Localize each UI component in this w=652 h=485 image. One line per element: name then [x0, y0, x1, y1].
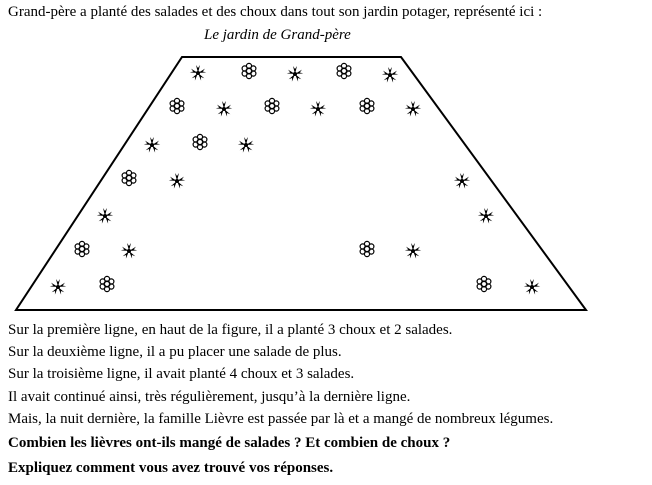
salad-icon	[238, 137, 254, 153]
cabbage-icon	[170, 98, 184, 113]
statement-line-1: Sur la première ligne, en haut de la figure, il a planté 3 choux et 2 salades.	[8, 322, 453, 338]
question-2: Expliquez comment vous avez trouvé vos réponses.	[8, 460, 334, 476]
cabbage-icon	[477, 276, 491, 291]
cabbage-icon	[360, 98, 374, 113]
garden-outline	[16, 57, 586, 310]
salad-icon	[524, 279, 540, 295]
salad-icon	[405, 101, 421, 117]
statements	[8, 319, 553, 430]
cabbage-icon	[122, 170, 136, 185]
question-1: Combien les lièvres ont-ils mangé de salades ? Et combien de choux ?	[8, 435, 451, 451]
cabbage-icon	[360, 241, 374, 256]
cabbage-icon	[242, 63, 256, 78]
salad-icon	[144, 137, 160, 153]
figure-caption: Le jardin de Grand-père	[204, 27, 351, 43]
salad-icon	[190, 65, 206, 81]
salad-icon	[454, 173, 470, 189]
statement-line-2: Sur la deuxième ligne, il a pu placer une salade de plus.	[8, 344, 342, 361]
statement-line-3: Sur la troisième ligne, il avait planté 4 choux et 3 salades.	[8, 366, 355, 383]
cabbage-icon	[75, 241, 89, 256]
salad-icon	[121, 243, 137, 259]
cabbage-icon	[337, 63, 351, 78]
intro-text: Grand-père a planté des salades et des choux dans tout son jardin potager, représenté ici :	[8, 4, 543, 20]
salad-icon	[405, 243, 421, 259]
salad-icon	[216, 101, 232, 117]
salad-icon	[310, 101, 326, 117]
cabbage-icon	[193, 134, 207, 149]
statement-line-4: Il avait continué ainsi, très régulièrement, jusqu’à la dernière ligne.	[8, 388, 411, 405]
salad-icon	[478, 208, 494, 224]
salad-icon	[382, 67, 398, 83]
salad-icon	[169, 173, 185, 189]
statement-line-5: Mais, la nuit dernière, la famille Lièvre est passée par là et a mangé de nombreux légumes.	[8, 410, 554, 427]
salad-icon	[287, 66, 303, 82]
salad-icon	[50, 279, 66, 295]
cabbage-icon	[265, 98, 279, 113]
salad-icon	[97, 208, 113, 224]
cabbage-icon	[100, 276, 114, 291]
